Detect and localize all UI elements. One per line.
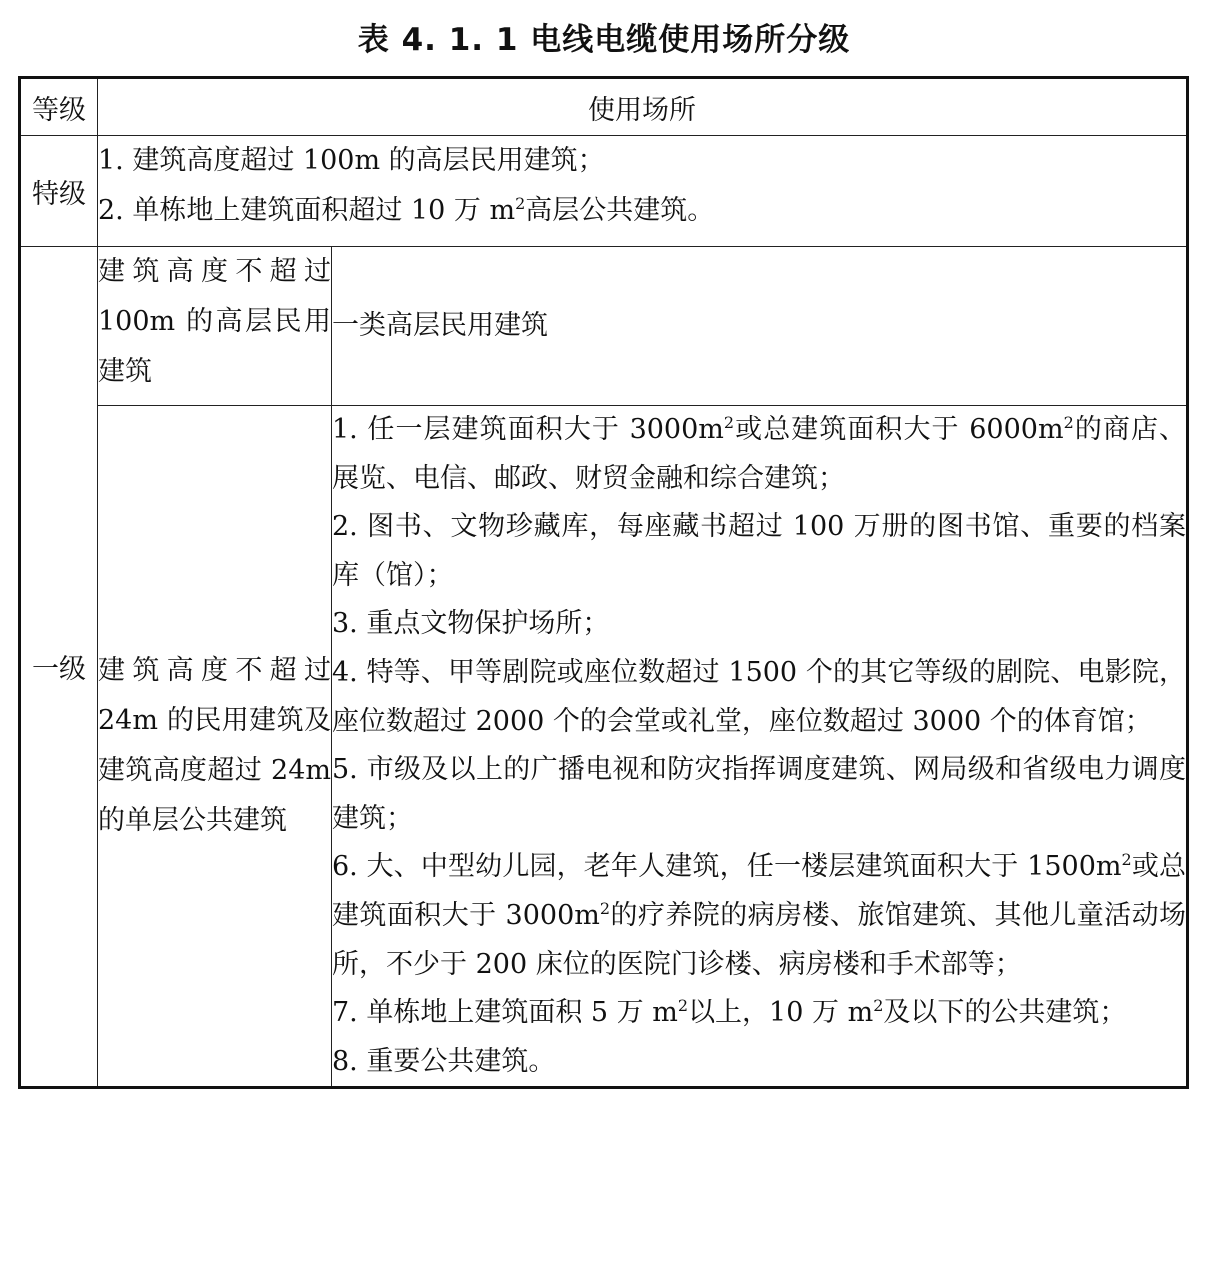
- first-item-1-part1: 1. 任一层建筑面积大于 3000m: [332, 414, 724, 445]
- first-category-lowrise: 建筑高度不超过 24m 的民用建筑及建筑高度超过 24m 的单层公共建筑: [98, 406, 332, 1088]
- first-item-5: 5. 市级及以上的广播电视和防灾指挥调度建筑、网局级和省级电力调度建筑；: [332, 754, 1186, 834]
- special-item-1-text: 1. 建筑高度超过 100m 的高层民用建筑；: [98, 145, 605, 176]
- first-category-highrise: 建筑高度不超过 100m 的高层民用建筑: [98, 247, 332, 406]
- grade-special: 特级: [20, 136, 98, 247]
- first-desc-lowrise: [332, 406, 1188, 1088]
- first-item-4: 4. 特等、甲等剧院或座位数超过 1500 个的其它等级的剧院、电影院，座位数超过 2000 个的会堂或礼堂，座位数超过 3000 个的体育馆；: [332, 656, 1186, 737]
- table-caption: 表 4. 1. 1 电线电缆使用场所分级: [357, 22, 851, 58]
- header-use-place: 使用场所: [98, 78, 1188, 136]
- first-item-8: 8. 重要公共建筑。: [332, 1045, 556, 1077]
- first-item-6-part2: 或总建筑面积大于 3000m: [332, 851, 1186, 931]
- first-item-7-part2: 以上，10 万 m: [688, 997, 874, 1029]
- special-item-2: [98, 186, 1186, 236]
- first-item-6: [332, 843, 1186, 989]
- first-item-7: [332, 989, 1186, 1038]
- header-row: [20, 78, 1188, 136]
- first-item-6-part1: 6. 大、中型幼儿园，老年人建筑，任一楼层建筑面积大于 1500m: [332, 851, 1122, 883]
- special-grade-places: [98, 136, 1188, 247]
- special-item-2-tail: 高层公共建筑。: [525, 195, 715, 226]
- first-grade-row-2: [20, 406, 1188, 1088]
- first-item-1-part3: 的商店、展览、电信、邮政、财贸金融和综合建筑；: [332, 414, 1187, 494]
- special-item-1: [98, 136, 1186, 186]
- first-item-7-part1: 7. 单栋地上建筑面积 5 万 m: [332, 997, 678, 1029]
- first-item-7-part3: 及以下的公共建筑；: [883, 997, 1127, 1029]
- first-item-1-sup1: 2: [723, 413, 735, 432]
- first-grade-row-1: [20, 247, 1188, 406]
- grade-first: 一级: [20, 247, 98, 1088]
- first-item-1-part2: 或总建筑面积大于 6000m: [734, 414, 1064, 445]
- first-item-6-sup1: 2: [1121, 850, 1132, 870]
- first-item-6-sup2: 2: [599, 898, 611, 918]
- first-item-1-sup2: 2: [1063, 413, 1074, 432]
- special-grade-row: [20, 136, 1188, 247]
- header-grade: 等级: [20, 78, 98, 136]
- first-desc-highrise: 一类高层民用建筑: [332, 247, 1188, 406]
- special-item-2-text: 2. 单栋地上建筑面积超过 10 万 m: [98, 195, 516, 226]
- first-item-6-part3: 的疗养院的病房楼、旅馆建筑、其他儿童活动场所，不少于 200 床位的医院门诊楼、病房楼和手术部等；: [332, 899, 1186, 980]
- first-item-3: 3. 重点文物保护场所；: [332, 608, 610, 640]
- first-item-2: 2. 图书、文物珍藏库，每座藏书超过 100 万册的图书馆、重要的档案库（馆）；: [332, 511, 1186, 591]
- first-item-1: [332, 406, 1186, 503]
- first-item-7-sup1: 2: [677, 996, 689, 1016]
- special-item-2-sup: 2: [515, 194, 526, 213]
- classification-table: [18, 76, 1189, 1089]
- first-item-7-sup2: 2: [873, 996, 884, 1016]
